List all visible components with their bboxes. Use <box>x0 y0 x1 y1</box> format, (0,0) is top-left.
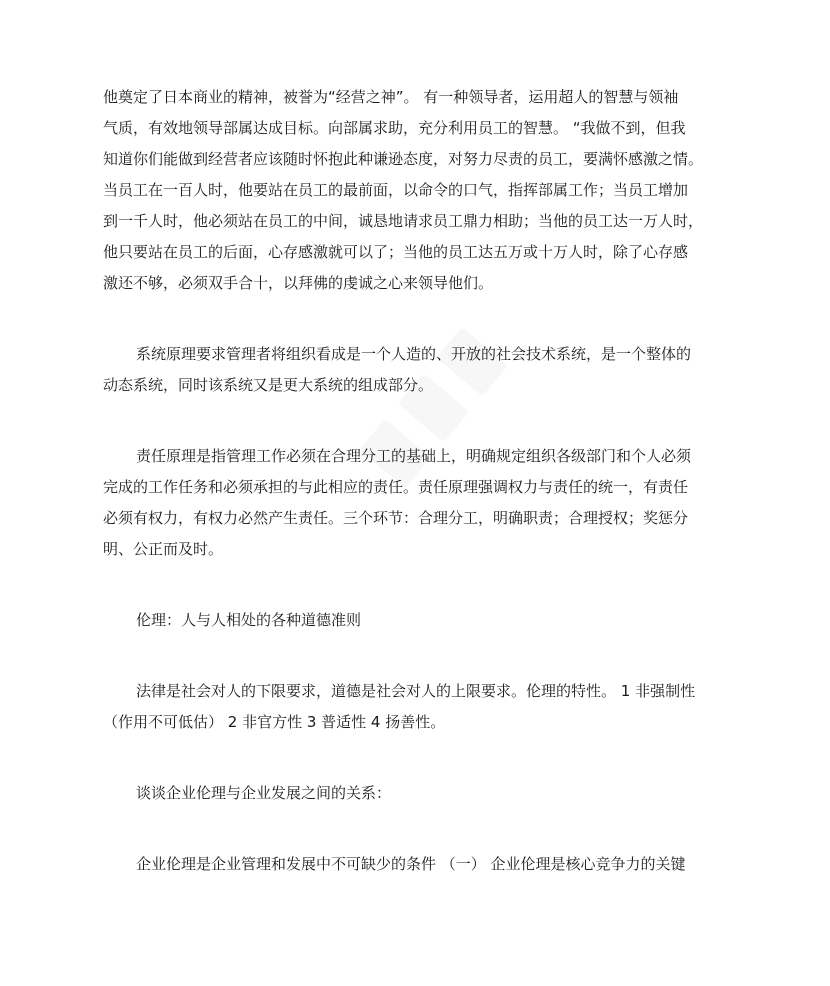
text-line: 动态系统，同时该系统又是更大系统的组成部分。 <box>103 376 434 394</box>
text-line: 系统原理要求管理者将组织看成是一个人造的、开放的社会技术系统，是一个整体的 <box>136 345 692 363</box>
paragraph-2 <box>103 339 733 401</box>
text-line: 知道你们能做到经营者应该随时怀抱此种谦逊态度，对努力尽责的员工，要满怀感激之情。 <box>103 150 704 168</box>
text-line: 必须有权力，有权力必然产生责任。三个环节：合理分工，明确职责；合理授权；奖惩分 <box>103 509 689 527</box>
paragraph-3 <box>103 441 733 565</box>
text-line: 气质，有效地领导部属达成目标。向部属求助，充分利用员工的智慧。 “我做不到，但我 <box>103 119 686 137</box>
text-line: （作用不可低估） 2 非官方性 3 普适性 4 扬善性。 <box>103 713 446 731</box>
paragraph-gap <box>103 636 733 676</box>
paragraph-gap <box>103 401 733 441</box>
text-line: 他只要站在员工的后面，心存感激就可以了；当他的员工达五万或十万人时，除了心存感 <box>103 243 689 261</box>
paragraph-5 <box>103 676 733 738</box>
text-line: 到一千人时，他必须站在员工的中间，诚恳地请求员工鼎力相助；当他的员工达一万人时， <box>103 212 704 230</box>
paragraph-gap <box>103 565 733 605</box>
paragraph-6 <box>103 778 733 809</box>
text-line: 谈谈企业伦理与企业发展之间的关系： <box>136 784 392 802</box>
text-line: 企业伦理是企业管理和发展中不可缺少的条件 （一） 企业伦理是核心竞争力的关键 <box>136 855 686 873</box>
text-line: 法律是社会对人的下限要求，道德是社会对人的上限要求。伦理的特性。 1 非强制性 <box>136 682 696 700</box>
text-line: 他奠定了日本商业的精神，被誉为“经营之神”。 有一种领导者，运用超人的智慧与领袖 <box>103 88 679 106</box>
text-line: 完成的工作任务和必须承担的与此相应的责任。责任原理强调权力与责任的统一，有责任 <box>103 478 689 496</box>
document-body <box>103 82 733 880</box>
paragraph-gap <box>103 738 733 778</box>
paragraph-4 <box>103 605 733 636</box>
text-line: 当员工在一百人时，他要站在员工的最前面，以命令的口气，指挥部属工作；当员工增加 <box>103 181 689 199</box>
paragraph-gap <box>103 299 733 339</box>
text-line: 伦理：人与人相处的各种道德准则 <box>136 611 362 629</box>
paragraph-7 <box>103 849 733 880</box>
text-line: 激还不够，必须双手合十，以拜佛的虔诚之心来领导他们。 <box>103 274 494 292</box>
paragraph-gap <box>103 809 733 849</box>
text-line: 责任原理是指管理工作必须在合理分工的基础上，明确规定组织各级部门和个人必须 <box>136 447 692 465</box>
paragraph-1 <box>103 82 733 299</box>
text-line: 明、公正而及时。 <box>103 540 224 558</box>
